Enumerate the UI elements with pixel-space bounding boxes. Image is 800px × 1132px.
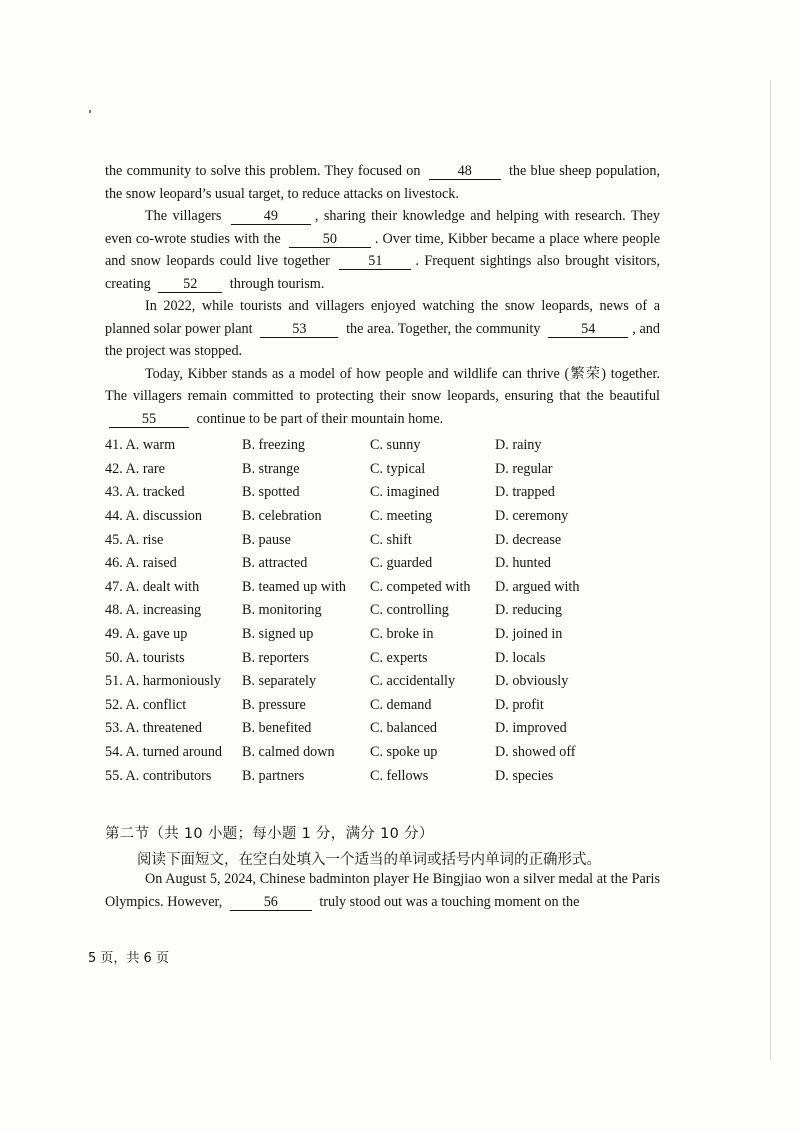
option-row bbox=[105, 741, 660, 765]
option-c: C. balanced bbox=[370, 720, 437, 737]
option-a: 54. A. turned around bbox=[105, 744, 223, 761]
option-c: C. controlling bbox=[370, 602, 449, 619]
option-a: 42. A. rare bbox=[105, 460, 165, 477]
text-run: On August 5, 2024, Chinese badminton player He Bingjiao won a silver medal at the Paris Olympics. However, bbox=[105, 871, 660, 910]
option-a: 48. A. increasing bbox=[105, 602, 202, 619]
section-2-passage bbox=[105, 868, 660, 913]
option-b: B. celebration bbox=[242, 508, 322, 525]
text-run: . Over time, Kibber became a place where people and snow leopards could live together bbox=[105, 230, 660, 269]
option-row bbox=[105, 646, 660, 670]
option-row bbox=[105, 764, 660, 788]
text-run: continue to be part of their mountain home. bbox=[196, 410, 444, 427]
option-c: C. guarded bbox=[370, 555, 433, 572]
blank-55: 55 bbox=[109, 412, 189, 428]
option-c: C. imagined bbox=[370, 484, 440, 501]
option-b: B. pause bbox=[242, 531, 291, 548]
text-run: . Frequent sightings also brought visitors, creating bbox=[105, 253, 661, 292]
text-run: , sharing their knowledge and helping with research. They even co-wrote studies with the bbox=[105, 208, 661, 247]
option-c: C. sunny bbox=[370, 437, 421, 454]
text-run: the community to solve this problem. They focused on bbox=[105, 163, 421, 179]
text-run: through tourism. bbox=[229, 275, 325, 292]
blank-50: 50 bbox=[289, 232, 371, 248]
passage-paragraph-4 bbox=[105, 363, 660, 431]
option-c: C. meeting bbox=[370, 508, 433, 525]
option-a: 46. A. raised bbox=[105, 555, 177, 572]
option-b: B. separately bbox=[242, 673, 317, 690]
option-b: B. freezing bbox=[242, 437, 306, 454]
option-a: 45. A. rise bbox=[105, 531, 164, 548]
option-a: 47. A. dealt with bbox=[105, 578, 200, 595]
option-b: B. pressure bbox=[242, 696, 306, 713]
option-b: B. monitoring bbox=[242, 602, 322, 619]
section-2-paragraph bbox=[105, 868, 660, 913]
option-row bbox=[105, 552, 660, 576]
blank-56: 56 bbox=[230, 895, 312, 911]
option-a: 55. A. contributors bbox=[105, 767, 212, 784]
text-run: In 2022, while tourists and villagers enjoyed watching the snow leopards, news of a planned solar power plant bbox=[105, 298, 660, 337]
option-d: D. locals bbox=[495, 649, 546, 666]
section-2-title: 第二节（共 10 小题；每小题 1 分，满分 10 分） bbox=[105, 826, 434, 842]
option-d: D. trapped bbox=[495, 484, 555, 501]
option-d: D. obviously bbox=[495, 673, 569, 690]
option-row bbox=[105, 576, 660, 600]
option-b: B. attracted bbox=[242, 555, 308, 572]
option-b: B. calmed down bbox=[242, 744, 335, 761]
blank-51: 51 bbox=[339, 254, 411, 270]
cloze-passage bbox=[105, 160, 660, 788]
option-d: D. argued with bbox=[495, 578, 580, 595]
option-d: D. rainy bbox=[495, 437, 542, 454]
blank-52: 52 bbox=[158, 277, 222, 293]
option-c: C. spoke up bbox=[370, 744, 438, 761]
option-c: C. demand bbox=[370, 696, 432, 713]
passage-paragraph-3 bbox=[105, 295, 660, 363]
option-d: D. decrease bbox=[495, 531, 562, 548]
options-table bbox=[105, 434, 660, 788]
option-b: B. reporters bbox=[242, 649, 309, 666]
option-row bbox=[105, 717, 660, 741]
blank-54: 54 bbox=[548, 322, 628, 338]
option-c: C. competed with bbox=[370, 578, 471, 595]
text-run: The villagers bbox=[145, 208, 222, 224]
option-c: C. shift bbox=[370, 531, 412, 548]
scan-speck bbox=[89, 110, 91, 113]
option-a: 41. A. warm bbox=[105, 437, 176, 454]
option-a: 43. A. tracked bbox=[105, 484, 185, 501]
option-d: D. profit bbox=[495, 696, 544, 713]
option-row bbox=[105, 599, 660, 623]
passage-paragraph-1 bbox=[105, 160, 660, 205]
option-c: C. typical bbox=[370, 460, 426, 477]
option-row bbox=[105, 623, 660, 647]
text-run: Today, Kibber stands as a model of how people and wildlife can thrive (繁荣) together. The villagers remain committed to protecting their snow leopards, ensuring that the beautiful bbox=[105, 365, 660, 404]
option-row bbox=[105, 434, 660, 458]
option-d: D. ceremony bbox=[495, 508, 569, 525]
blank-49: 49 bbox=[231, 209, 311, 225]
option-b: B. partners bbox=[242, 767, 305, 784]
option-a: 49. A. gave up bbox=[105, 626, 188, 643]
option-c: C. accidentally bbox=[370, 673, 456, 690]
blank-53: 53 bbox=[260, 322, 338, 338]
text-run: the area. Together, the community bbox=[346, 320, 541, 337]
option-d: D. regular bbox=[495, 460, 553, 477]
option-d: D. improved bbox=[495, 720, 567, 737]
option-row bbox=[105, 481, 660, 505]
option-c: C. experts bbox=[370, 649, 428, 666]
option-c: C. broke in bbox=[370, 626, 434, 643]
option-d: D. species bbox=[495, 767, 554, 784]
scan-edge-line bbox=[770, 80, 771, 1060]
option-d: D. hunted bbox=[495, 555, 551, 572]
passage-paragraph-2 bbox=[105, 205, 660, 295]
option-b: B. strange bbox=[242, 460, 300, 477]
option-a: 52. A. conflict bbox=[105, 696, 187, 713]
option-row bbox=[105, 505, 660, 529]
option-b: B. teamed up with bbox=[242, 578, 347, 595]
option-d: D. joined in bbox=[495, 626, 563, 643]
blank-48: 48 bbox=[429, 164, 501, 180]
option-row bbox=[105, 528, 660, 552]
option-a: 44. A. discussion bbox=[105, 508, 202, 525]
option-b: B. spotted bbox=[242, 484, 300, 501]
text-run: , and the project was stopped. bbox=[105, 320, 660, 359]
text-run: the blue sheep population, the snow leopard’s usual target, to reduce attacks on livestock. bbox=[105, 163, 660, 202]
page-footer: 5 页，共 6 页 bbox=[88, 951, 169, 966]
section-2-instruction: 阅读下面短文，在空白处填入一个适当的单词或括号内单词的正确形式。 bbox=[137, 852, 601, 868]
option-a: 50. A. tourists bbox=[105, 649, 185, 666]
option-d: D. reducing bbox=[495, 602, 562, 619]
option-b: B. benefited bbox=[242, 720, 312, 737]
option-row bbox=[105, 694, 660, 718]
text-run: truly stood out was a touching moment on the bbox=[319, 893, 580, 910]
option-d: D. showed off bbox=[495, 744, 576, 761]
option-c: C. fellows bbox=[370, 767, 429, 784]
option-row bbox=[105, 458, 660, 482]
option-a: 51. A. harmoniously bbox=[105, 673, 221, 690]
option-b: B. signed up bbox=[242, 626, 314, 643]
option-row bbox=[105, 670, 660, 694]
option-a: 53. A. threatened bbox=[105, 720, 202, 737]
